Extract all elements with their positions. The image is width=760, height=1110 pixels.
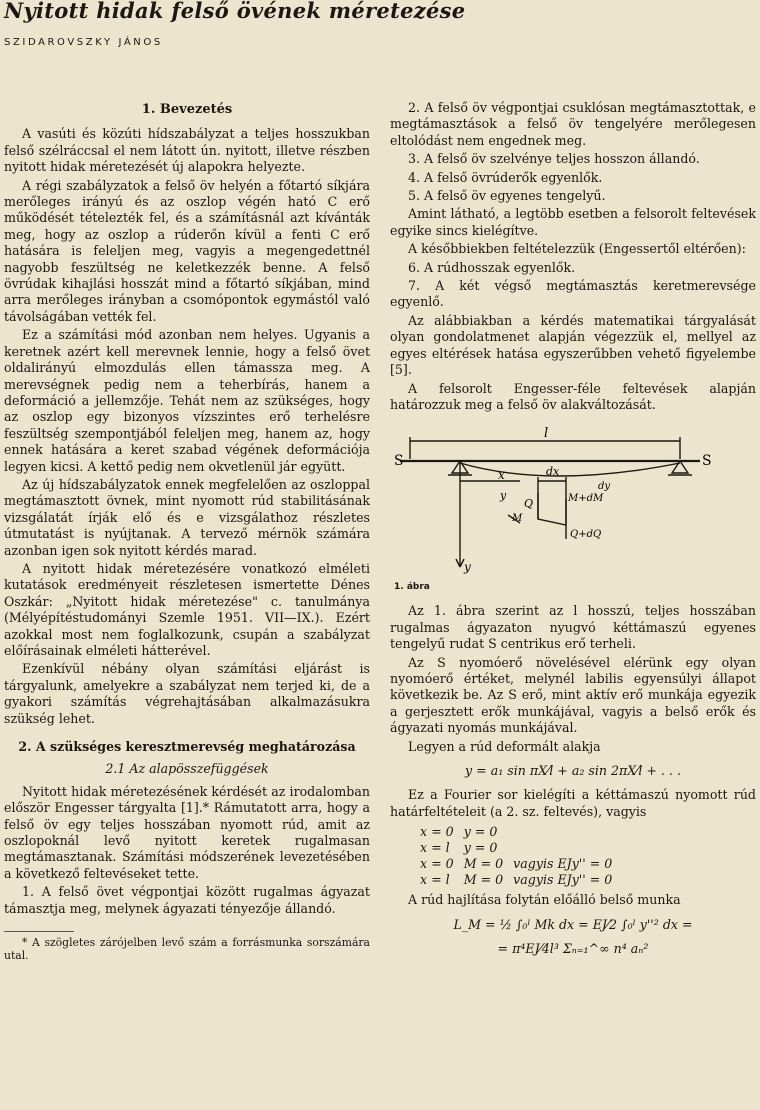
cell: x = 0 — [420, 856, 454, 872]
list-item: 4. A felső övrúderők egyenlők. — [408, 169, 603, 185]
beam-diagram — [390, 419, 756, 579]
author-name: SZIDAROVSZKY JÁNOS — [4, 37, 163, 48]
cell: y = 0 — [463, 840, 498, 856]
figure-caption: 1. ábra — [394, 582, 430, 593]
section-heading-1: 1. Bevezetés — [141, 102, 233, 117]
length-label: l — [544, 426, 549, 442]
cell: M = 0 — [463, 856, 504, 872]
paragraph: Nyitott hidak méretezésének kérdését az irodalomban először Engesser tárgyalta [1].* Rámutatott arra, hogy a felső öv egy teljes hosszában nyomott rúd, amit az oszlopoknál levő nyitott keretek rugalmasan megtámasztanak. Számítási módszerének levezetésében a következő feltevéseket tette. — [4, 783, 370, 881]
cell: M = 0 — [463, 872, 504, 888]
paragraph: Az 1. ábra szerint az l hosszú, teljes hosszában rugalmas ágyazaton nyugvó kéttámaszú egyenes tengelyű rudat S centrikus erő terheli. — [390, 603, 756, 652]
cell: vagyis EJy'' = 0 — [513, 856, 613, 872]
table-row — [420, 856, 622, 872]
right-column — [390, 100, 756, 965]
table-row — [420, 872, 622, 888]
cell — [513, 840, 622, 856]
paragraph: Amint látható, a legtöbb esetben a felsorolt feltevések egyike sincs kielégítve. — [390, 206, 756, 238]
list-item: 3. A felső öv szelvénye teljes hosszon állandó. — [408, 151, 700, 167]
left-column — [4, 92, 370, 964]
mdm-label: M+dM — [568, 493, 604, 505]
cell: vagyis EJy'' = 0 — [513, 872, 613, 888]
list-item: 7. A két végső megtámasztás keretmerevsége egyenlő. — [390, 278, 756, 310]
deflected-shape — [460, 463, 680, 479]
paragraph: Az S nyomóerő növelésével elérünk egy olyan nyomóerő értéket, melynél labilis egyensúlyi állapot következik be. Az S erő, mint aktív erő munkája egyezik a gerjesztett erők munkájával, vagyis a belső erők és ágyazati nyomás munkájával. — [390, 654, 756, 736]
paragraph: Az alábbiakban a kérdés matematikai tárgyalását olyan gondolatmenet alapján végezzük el, mellyel az egyes eltérések hatása egyszerűbben vehető figyelembe [5]. — [390, 312, 756, 378]
list-item: 6. A rúdhosszak egyenlők. — [408, 259, 576, 275]
y-label-small: y — [500, 489, 507, 503]
dx-label: dx — [546, 465, 560, 479]
q-label: Q — [524, 497, 534, 511]
x-label: x — [498, 468, 505, 483]
dy-label: dy — [598, 481, 611, 493]
m-label: M — [512, 513, 523, 525]
equation-fourier: y = a₁ sin πX⁄l + a₂ sin 2πX⁄l + . . . — [465, 762, 681, 778]
paragraph: A nyitott hidak méretezésére vonatkozó elméleti kutatások eredményeit részletesen ismertette Dénes Oszkár: „Nyitott hidak méretezése" c. tanulmánya (Mélyépítéstudományi Szemle 1951. VII—IX.). Ezért azokkal most nem foglalkozunk, csupán a szabályzat előírásainak elméleti hátterével. — [4, 560, 370, 658]
paragraph: A régi szabályzatok a felső öv helyén a főtartó síkjára merőleges irányú és az oszlop végén ható C erő működését tételezték fel, és a számításnál azt kívánták meg, hogy az oszlop a rúderőn kívül a fenti C erő hatására is feleljen meg, vagyis a megengedettnél nagyobb feszültség ne keletkezzék benne. A felső övrúdak kihajlási hosszát mind a főtartó síkjában, mind arra merőleges irányban a csomópontok egymástól való távolságában vették fel. — [4, 177, 370, 324]
cell: x = 0 — [420, 824, 454, 840]
cell: y = 0 — [463, 824, 498, 840]
paragraph: Ezenkívül nébány olyan számítási eljárást is tárgyalunk, amelyekre a szabályzat nem terjed ki, de a gyakori számítás végrehajtásában alkalmazásukra szükség lehet. — [4, 661, 370, 726]
table-row — [420, 840, 622, 856]
figure-1 — [390, 419, 756, 597]
paragraph: A vasúti és közúti hídszabályzat a teljes hosszukban felső szélráccsal el nem látott ún. nyitott, illetve részben nyitott hidak méretezését új alapokra helyezte. — [4, 126, 370, 175]
paragraph: A későbbiekben feltételezzük (Engessertől eltérően): — [408, 241, 746, 257]
subsection-heading: 2.1 Az alapösszefüggések — [105, 761, 269, 777]
cell: x = l — [420, 840, 450, 856]
load-label-left: S — [394, 453, 404, 470]
equation-internal-work: L_M = ½ ∫₀ˡ Mk dx = EJ⁄2 ∫₀ˡ y''² dx = — [453, 916, 693, 932]
paragraph: A felsorolt Engesser-féle feltevések alapján határozzuk meg a felső öv alakváltozását. — [390, 380, 756, 412]
qdq-label: Q+dQ — [570, 529, 602, 541]
paragraph: Ez a számítási mód azonban nem helyes. Ugyanis a keretnek azért kell merevnek lennie, hogy a felső övet oldalirányú elmozdulás ellen támassza meg. A merevségnek pedig nem a teherbírás, hanem a deformáció a jellemzője. Tehát nem az szükséges, hogy az oszlop egy bizonyos vízszintes erő terhelésre feszültség szempontjából feleljen meg, hanem az, hogy ennek hatására a keret szabad végének deformációja legyen kicsi. A kettő pedig nem okvetlenül jár együtt. — [4, 327, 370, 474]
boundary-conditions — [420, 824, 622, 888]
list-item: 5. A felső öv egyenes tengelyű. — [408, 188, 606, 204]
section-heading-2: 2. A szükséges keresztmerevség meghatározása — [18, 739, 356, 755]
article-title: Nyitott hidak felső övének méretezése — [4, 0, 466, 23]
footnote: * A szögletes zárójelben levő szám a forrásmunka sorszámára utal. — [4, 936, 370, 963]
table-row — [420, 824, 622, 840]
list-item: 1. A felső övet végpontjai között rugalmas ágyazat támasztja meg, melynek ágyazati tényezője állandó. — [4, 884, 370, 916]
equation-internal-work-sum: = π⁴EJ⁄4l³ Σₙ₌₁^∞ n⁴ aₙ² — [497, 941, 649, 956]
y-axis-label: y — [464, 560, 471, 575]
cell — [513, 824, 622, 840]
right-support — [672, 461, 688, 473]
footnote-rule — [4, 931, 74, 932]
cell: x = l — [420, 872, 450, 888]
list-item: 2. A felső öv végpontjai csuklósan megtámasztottak, e megtámasztások a felső öv tengelyére merőlegesen eltolódást nem engednek meg. — [390, 100, 756, 148]
paragraph: A rúd hajlítása folytán előálló belső munka — [408, 892, 681, 908]
paragraph: Az új hídszabályzatok ennek megfelelően az oszloppal megtámasztott övnek, mint nyomott rúd stabilitásának vizsgálatát írják elő és e vizsgálathoz részletes útmutatást is nyújtanak. A tervező mérnök számára azonban igen sok nyitott kérdés marad. — [4, 476, 370, 558]
load-label-right: S — [702, 453, 712, 470]
paragraph: Legyen a rúd deformált alakja — [408, 738, 601, 754]
paragraph: Ez a Fourier sor kielégíti a kéttámaszú nyomott rúd határfeltételeit (a 2. sz. feltevés), vagyis — [390, 787, 756, 819]
